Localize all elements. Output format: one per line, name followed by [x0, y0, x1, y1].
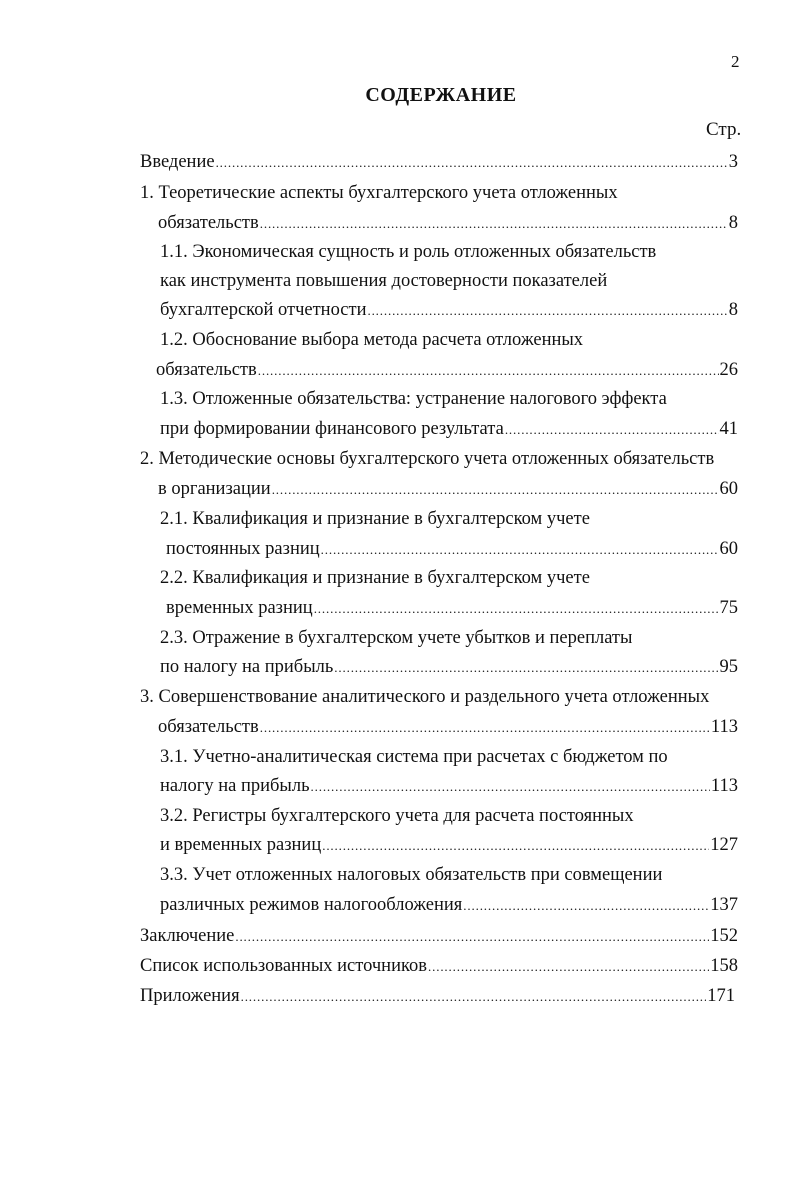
- dot-leader: [463, 893, 709, 919]
- toc-entry-appendices[interactable]: [140, 983, 735, 1009]
- dot-leader: [260, 211, 728, 237]
- toc-entry-text: бухгалтерской отчетности: [160, 300, 367, 320]
- toc-entry-page: 60: [719, 479, 738, 499]
- toc-entry-page: 127: [710, 835, 738, 855]
- toc-entry-text: обязательств: [156, 360, 257, 380]
- toc-entry-text: 2.2. Квалификация и признание в бухгалтерском учете: [160, 568, 590, 588]
- toc-entry-page: 8: [728, 300, 738, 320]
- toc-entry-page: 137: [710, 895, 738, 915]
- toc-entry-page: 41: [719, 419, 738, 439]
- toc-entry-1-3-end[interactable]: [160, 416, 738, 442]
- toc-entry-text: 1.1. Экономическая сущность и роль отложенных обязательств: [160, 242, 657, 262]
- toc-entry-page: 26: [719, 360, 738, 380]
- toc-entry-introduction[interactable]: [140, 149, 738, 175]
- toc-entry-2-2-end[interactable]: [166, 595, 738, 621]
- toc-entry-3-1-end[interactable]: [160, 773, 738, 799]
- toc-entry-3-2-end[interactable]: [160, 832, 738, 858]
- page-title: СОДЕРЖАНИЕ: [365, 84, 517, 106]
- toc-entry-text: 3. Совершенствование аналитического и раздельного учета отложенных: [140, 687, 710, 707]
- toc-entry-text: Заключение: [140, 926, 235, 946]
- dot-leader: [505, 417, 719, 443]
- dot-leader: [311, 774, 710, 800]
- toc-entry-3-3[interactable]: [160, 862, 662, 888]
- toc-entry-3-2[interactable]: [160, 803, 634, 829]
- dot-leader: [321, 537, 719, 563]
- page-number: 2: [731, 52, 740, 71]
- toc-entry-text: по налогу на прибыль: [160, 657, 334, 677]
- toc-entry-page: 158: [710, 956, 738, 976]
- toc-entry-text: постоянных разниц: [166, 539, 320, 559]
- dot-leader: [314, 596, 719, 622]
- toc-entry-text: Введение: [140, 152, 215, 172]
- toc-entry-text: Приложения: [140, 986, 240, 1006]
- toc-entry-text: как инструмента повышения достоверности показателей: [160, 271, 608, 291]
- dot-leader: [258, 358, 719, 384]
- toc-entry-text: Список использованных источников: [140, 956, 428, 976]
- toc-entry-text: 1.2. Обоснование выбора метода расчета отложенных: [160, 330, 584, 350]
- toc-entry-3-1[interactable]: [160, 744, 668, 770]
- toc-entry-text: налогу на прибыль: [160, 776, 310, 796]
- dot-leader: [260, 715, 710, 741]
- toc-entry-chapter-2-cont[interactable]: [158, 476, 738, 502]
- toc-entry-text: временных разниц: [166, 598, 313, 618]
- dot-leader: [428, 954, 709, 980]
- dot-leader: [334, 655, 718, 681]
- toc-entry-page: 171: [707, 986, 735, 1006]
- toc-entry-text: 2.1. Квалификация и признание в бухгалтерском учете: [160, 509, 590, 529]
- toc-entry-2-2[interactable]: [160, 565, 590, 591]
- toc-entry-conclusion[interactable]: [140, 923, 738, 949]
- toc-entry-text: в организации: [158, 479, 271, 499]
- toc-entry-2-3-end[interactable]: [160, 654, 738, 680]
- toc-entry-2-3[interactable]: [160, 625, 632, 651]
- toc-entry-text: 3.3. Учет отложенных налоговых обязательств при совмещении: [160, 865, 663, 885]
- toc-entry-text: обязательств: [158, 717, 259, 737]
- toc-entry-1-1-cont[interactable]: [160, 268, 607, 294]
- toc-entry-1-1-end[interactable]: [160, 297, 738, 323]
- toc-entry-text: 3.1. Учетно-аналитическая система при расчетах с бюджетом по: [160, 747, 668, 767]
- toc-entry-text: 1. Теоретические аспекты бухгалтерского учета отложенных: [140, 183, 618, 203]
- toc-entry-page: 3: [728, 152, 738, 172]
- toc-entry-page: 113: [710, 776, 738, 796]
- toc-entry-page: 113: [710, 717, 738, 737]
- toc-entry-text: при формировании финансового результата: [160, 419, 504, 439]
- toc-entry-page: 8: [728, 213, 738, 233]
- dot-leader: [367, 298, 727, 324]
- toc-entry-chapter-1-cont[interactable]: [158, 210, 738, 236]
- toc-entry-page: 95: [719, 657, 738, 677]
- toc-entry-chapter-1[interactable]: [140, 180, 618, 206]
- toc-entry-page: 75: [719, 598, 738, 618]
- toc-entry-chapter-3-cont[interactable]: [158, 714, 738, 740]
- toc-entry-text: 1.3. Отложенные обязательства: устранение налогового эффекта: [160, 389, 667, 409]
- dot-leader: [241, 984, 707, 1010]
- toc-entry-2-1[interactable]: [160, 506, 590, 532]
- page-column-label: Стр.: [706, 119, 742, 140]
- dot-leader: [322, 833, 709, 859]
- toc-entry-chapter-2[interactable]: [140, 446, 714, 472]
- toc-entry-text: 3.2. Регистры бухгалтерского учета для расчета постоянных: [160, 806, 634, 826]
- toc-entry-text: 2. Методические основы бухгалтерского учета отложенных обязательств: [140, 449, 715, 469]
- toc-entry-1-2[interactable]: [160, 327, 583, 353]
- toc-entry-1-2-end[interactable]: [156, 357, 738, 383]
- toc-entry-page: 152: [710, 926, 738, 946]
- toc-entry-text: и временных разниц: [160, 835, 322, 855]
- dot-leader: [235, 924, 709, 950]
- toc-entry-page: 60: [719, 539, 738, 559]
- toc-entry-3-3-end[interactable]: [160, 892, 738, 918]
- toc-entry-2-1-end[interactable]: [166, 536, 738, 562]
- toc-entry-1-1[interactable]: [160, 239, 656, 265]
- dot-leader: [216, 150, 728, 176]
- toc-entry-text: различных режимов налогообложения: [160, 895, 463, 915]
- toc-entry-text: обязательств: [158, 213, 259, 233]
- dot-leader: [272, 477, 719, 503]
- toc-entry-references[interactable]: [140, 953, 738, 979]
- toc-entry-text: 2.3. Отражение в бухгалтерском учете убытков и переплаты: [160, 628, 633, 648]
- toc-entry-1-3[interactable]: [160, 386, 667, 412]
- toc-entry-chapter-3[interactable]: [140, 684, 709, 710]
